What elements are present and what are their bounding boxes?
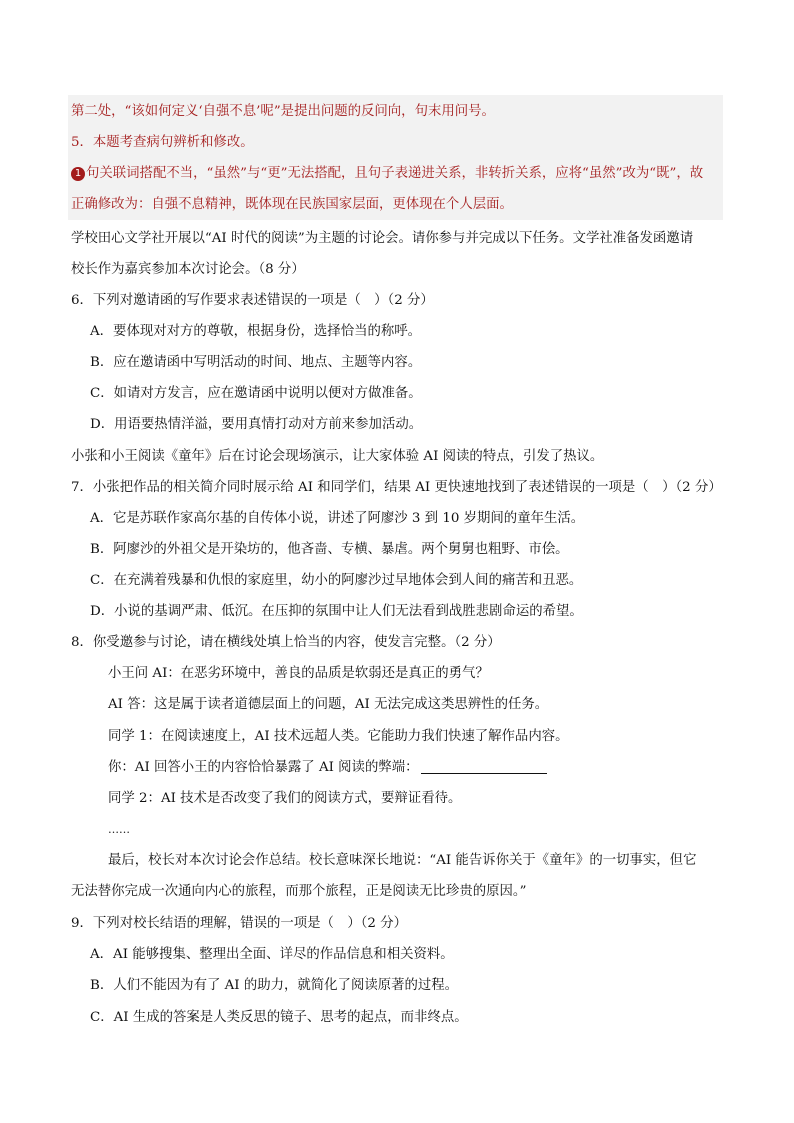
circled-number-marker: 1 — [71, 167, 85, 181]
question-8-dialogue-1: 小王问 AI：在恶劣环境中，善良的品质是软弱还是真正的勇气？ — [108, 666, 489, 681]
question-7-option-b: B．阿廖沙的外祖父是开染坊的，他吝啬、专横、暴虐。两个舅舅也粗野、市侩。 — [90, 542, 569, 557]
question-7-option-a: A．它是苏联作家高尔基的自传体小说，讲述了阿廖沙 3 到 10 岁期间的童年生活。 — [90, 511, 585, 526]
question-7-stem: 7．小张把作品的相关简介同时展示给 AI 和同学们，结果 AI 更快速地找到了表述错误的一项是（ ）（2 分） — [71, 480, 722, 495]
question-8-closing-line-1: 最后，校长对本次讨论会作总结。校长意味深长地说：“AI 能告诉你关于《童年》的一切事实，但它 — [108, 853, 697, 868]
question-9-option-b: B．人们不能因为有了 AI 的助力，就简化了阅读原著的过程。 — [90, 978, 459, 993]
answer-line-1: 第二处，“该如何定义‘自强不息’呢”是提出问题的反问向，句末用问号。 — [71, 104, 495, 119]
context-intro-line-2: 校长作为嘉宾参加本次讨论会。（8 分） — [71, 262, 305, 277]
question-7-option-c: C．在充满着残暴和仇恨的家庭里，幼小的阿廖沙过早地体会到人间的痛苦和丑恶。 — [90, 573, 583, 588]
question-6-option-a: A．要体现对对方的尊敬，根据身份，选择恰当的称呼。 — [90, 324, 422, 339]
answer-line-3-text: 句关联词搭配不当，“虽然”与“更”无法搭配，且句子表递进关系，非转折关系，应将“虽然”改为“既”，故 — [86, 166, 704, 181]
answer-line-4: 正确修改为：自强不息精神，既体现在民族国家层面，更体现在个人层面。 — [71, 197, 513, 212]
question-8-ellipsis: …… — [108, 823, 130, 836]
answer-blank-line[interactable] — [421, 759, 547, 774]
question-8-closing-line-2: 无法替你完成一次通向内心的旅程，而那个旅程，正是阅读无比珍贵的原因。” — [71, 884, 527, 899]
question-6-option-c: C．如请对方发言，应在邀请函中说明以便对方做准备。 — [90, 386, 422, 401]
answer-line-3 — [71, 165, 703, 183]
bridge-text: 小张和小王阅读《童年》后在讨论会现场演示，让大家体验 AI 阅读的特点，引发了热议。 — [71, 449, 604, 464]
question-8-dialogue-2: AI 答：这是属于读者道德层面上的问题，AI 无法完成这类思辨性的任务。 — [108, 697, 549, 712]
question-8-dialogue-4-text: 你：AI 回答小王的内容恰恰暴露了 AI 阅读的弊端： — [108, 760, 419, 775]
question-9-option-a: A．AI 能够搜集、整理出全面、详尽的作品信息和相关资料。 — [90, 947, 454, 962]
question-6-stem: 6．下列对邀请函的写作要求表述错误的一项是（ ）（2 分） — [71, 293, 434, 308]
question-9-stem: 9．下列对校长结语的理解，错误的一项是（ ）（2 分） — [71, 916, 407, 931]
question-6-option-b: B．应在邀请函中写明活动的时间、地点、主题等内容。 — [90, 355, 422, 370]
question-9-option-c: C．AI 生成的答案是人类反思的镜子、思考的起点，而非终点。 — [90, 1010, 468, 1025]
question-7-option-d: D．小说的基调严肃、低沉。在压抑的氛围中让人们无法看到战胜悲剧命运的希望。 — [90, 604, 583, 619]
question-8-dialogue-4 — [108, 759, 547, 777]
context-intro-line-1: 学校田心文学社开展以“AI 时代的阅读”为主题的讨论会。请你参与并完成以下任务。文学社准备发函邀请 — [71, 231, 694, 246]
answer-q5-heading: 5．本题考查病句辨析和修改。 — [71, 135, 254, 150]
question-6-option-d: D．用语要热情洋溢，要用真情打动对方前来参加活动。 — [90, 417, 423, 432]
question-8-dialogue-5: 同学 2：AI 技术是否改变了我们的阅读方式，要辩证看待。 — [108, 791, 462, 806]
question-8-stem: 8．你受邀参与讨论，请在横线处填上恰当的内容，使发言完整。（2 分） — [71, 635, 501, 650]
question-8-dialogue-3: 同学 1：在阅读速度上，AI 技术远超人类。它能助力我们快速了解作品内容。 — [108, 729, 569, 744]
